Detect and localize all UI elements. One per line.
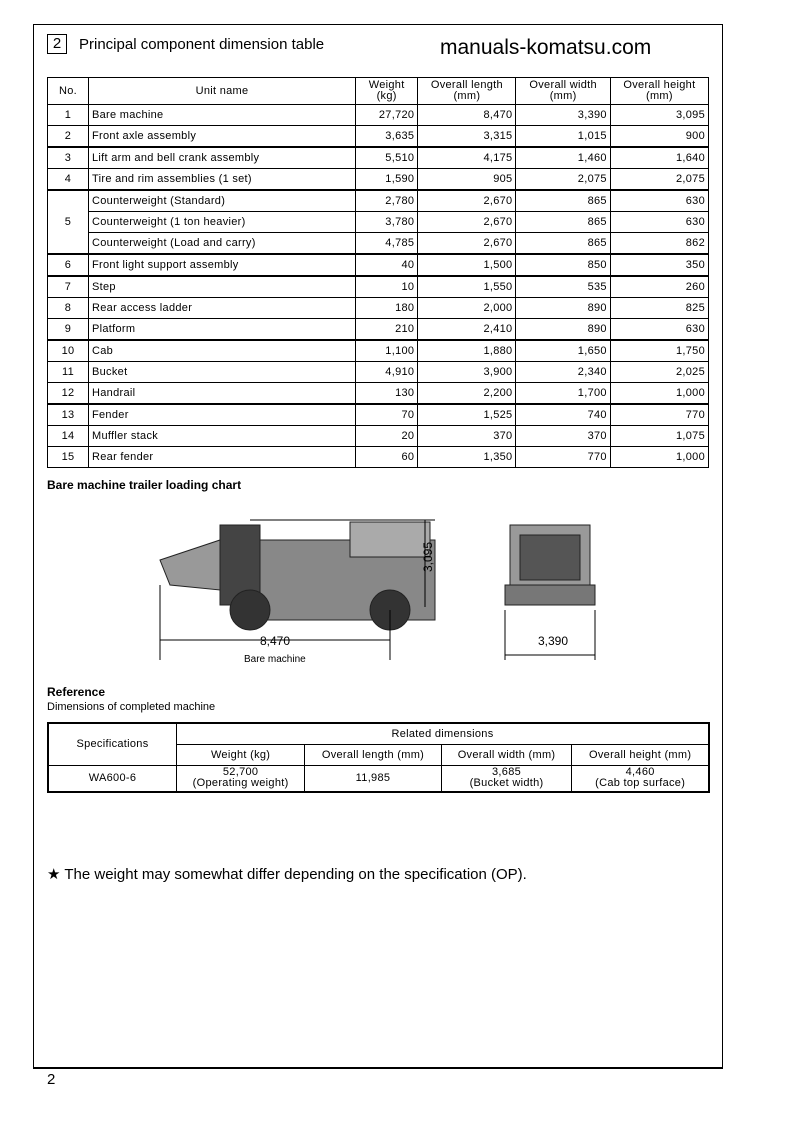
cell-wd: 865 bbox=[516, 233, 610, 255]
cell-l: 2,670 bbox=[418, 233, 516, 255]
cell-no: 7 bbox=[48, 276, 89, 298]
cell-no: 6 bbox=[48, 254, 89, 276]
ref-width-value: 3,685 bbox=[492, 766, 522, 779]
table-row bbox=[48, 447, 709, 468]
cell-wd: 370 bbox=[516, 426, 610, 447]
cell-unit-name: Front light support assembly bbox=[89, 254, 356, 276]
cell-l: 2,670 bbox=[418, 190, 516, 212]
cell-wd: 1,650 bbox=[516, 340, 610, 362]
cell-unit-name: Rear fender bbox=[89, 447, 356, 468]
cell-w: 1,590 bbox=[356, 169, 418, 191]
cell-wd: 850 bbox=[516, 254, 610, 276]
cell-unit-name: Lift arm and bell crank assembly bbox=[89, 147, 356, 169]
cell-no: 1 bbox=[48, 105, 89, 126]
cell-l: 1,880 bbox=[418, 340, 516, 362]
cell-no: 9 bbox=[48, 319, 89, 341]
ref-width bbox=[441, 766, 572, 792]
cell-wd: 2,340 bbox=[516, 362, 610, 383]
cell-wd: 770 bbox=[516, 447, 610, 468]
col-weight: Weight (kg) bbox=[356, 78, 418, 105]
related-header: Related dimensions bbox=[177, 723, 710, 745]
cell-wd: 1,015 bbox=[516, 126, 610, 148]
col-no: No. bbox=[48, 78, 89, 105]
reference-title: Reference bbox=[47, 685, 106, 699]
ref-weight-value: 52,700 bbox=[222, 766, 259, 779]
cell-w: 20 bbox=[356, 426, 418, 447]
cell-l: 370 bbox=[418, 426, 516, 447]
cell-w: 5,510 bbox=[356, 147, 418, 169]
table-row bbox=[48, 126, 709, 148]
cell-wd: 3,390 bbox=[516, 105, 610, 126]
ref-weight bbox=[177, 766, 305, 792]
cell-unit-name: Bare machine bbox=[89, 105, 356, 126]
cell-wd: 890 bbox=[516, 319, 610, 341]
cell-unit-name: Fender bbox=[89, 404, 356, 426]
ref-col-length: Overall length (mm) bbox=[305, 745, 442, 766]
cell-w: 3,780 bbox=[356, 212, 418, 233]
ref-height-note: (Cab top surface) bbox=[595, 777, 686, 790]
cell-wd: 2,075 bbox=[516, 169, 610, 191]
cell-no: 3 bbox=[48, 147, 89, 169]
watermark: manuals-komatsu.com bbox=[440, 36, 652, 59]
cell-w: 10 bbox=[356, 276, 418, 298]
cell-h: 3,095 bbox=[610, 105, 708, 126]
length-dimension: 8,470 bbox=[260, 634, 291, 648]
cell-unit-name: Rear access ladder bbox=[89, 298, 356, 319]
cell-no: 13 bbox=[48, 404, 89, 426]
ref-length: 11,985 bbox=[305, 766, 442, 792]
table-row bbox=[48, 147, 709, 169]
col-height: Overall height (mm) bbox=[610, 78, 708, 105]
width-dimension: 3,390 bbox=[538, 634, 569, 648]
cell-w: 130 bbox=[356, 383, 418, 405]
cell-no: 2 bbox=[48, 126, 89, 148]
side-view-machine bbox=[160, 522, 435, 630]
cell-w: 60 bbox=[356, 447, 418, 468]
cell-unit-name: Cab bbox=[89, 340, 356, 362]
ref-model: WA600-6 bbox=[48, 766, 177, 792]
table-row bbox=[48, 298, 709, 319]
star-icon: ★ bbox=[47, 866, 61, 883]
cell-w: 210 bbox=[356, 319, 418, 341]
table-row bbox=[48, 190, 709, 212]
cell-h: 1,000 bbox=[610, 383, 708, 405]
cell-unit-name: Handrail bbox=[89, 383, 356, 405]
cell-no: 12 bbox=[48, 383, 89, 405]
cell-h: 1,075 bbox=[610, 426, 708, 447]
cell-w: 1,100 bbox=[356, 340, 418, 362]
cell-no: 4 bbox=[48, 169, 89, 191]
cell-wd: 865 bbox=[516, 190, 610, 212]
col-unit-name: Unit name bbox=[89, 78, 356, 105]
weight-note bbox=[47, 865, 527, 883]
cell-l: 1,550 bbox=[418, 276, 516, 298]
cell-w: 3,635 bbox=[356, 126, 418, 148]
table-row bbox=[48, 212, 709, 233]
cell-h: 630 bbox=[610, 319, 708, 341]
cell-w: 4,910 bbox=[356, 362, 418, 383]
cell-h: 1,000 bbox=[610, 447, 708, 468]
reference-subtitle: Dimensions of completed machine bbox=[47, 701, 216, 713]
cell-l: 4,175 bbox=[418, 147, 516, 169]
cell-h: 900 bbox=[610, 126, 708, 148]
spec-header: Specifications bbox=[48, 723, 177, 766]
height-dimension: 3,095 bbox=[421, 541, 436, 573]
table-row bbox=[48, 340, 709, 362]
cell-no: 14 bbox=[48, 426, 89, 447]
cell-w: 180 bbox=[356, 298, 418, 319]
table-row bbox=[48, 362, 709, 383]
cell-h: 350 bbox=[610, 254, 708, 276]
cell-wd: 890 bbox=[516, 298, 610, 319]
drawing-caption: Bare machine bbox=[244, 654, 306, 665]
ref-width-note: (Bucket width) bbox=[469, 777, 544, 790]
cell-unit-name: Muffler stack bbox=[89, 426, 356, 447]
cell-unit-name: Tire and rim assemblies (1 set) bbox=[89, 169, 356, 191]
cell-wd: 535 bbox=[516, 276, 610, 298]
note-text: The weight may somewhat differ depending on the specification (OP). bbox=[64, 866, 527, 883]
cell-h: 2,075 bbox=[610, 169, 708, 191]
cell-w: 27,720 bbox=[356, 105, 418, 126]
cell-wd: 865 bbox=[516, 212, 610, 233]
cell-l: 2,200 bbox=[418, 383, 516, 405]
cell-h: 1,750 bbox=[610, 340, 708, 362]
reference-table bbox=[47, 722, 710, 793]
cell-h: 630 bbox=[610, 212, 708, 233]
page-number: 2 bbox=[47, 1071, 56, 1088]
chart-heading: Bare machine trailer loading chart bbox=[47, 478, 242, 492]
cell-l: 3,315 bbox=[418, 126, 516, 148]
ref-col-height: Overall height (mm) bbox=[572, 745, 709, 766]
cell-h: 260 bbox=[610, 276, 708, 298]
ref-col-weight: Weight (kg) bbox=[177, 745, 305, 766]
cell-no: 15 bbox=[48, 447, 89, 468]
table-row bbox=[48, 319, 709, 341]
cell-h: 630 bbox=[610, 190, 708, 212]
cell-l: 3,900 bbox=[418, 362, 516, 383]
cell-h: 825 bbox=[610, 298, 708, 319]
table-row bbox=[48, 404, 709, 426]
cell-h: 2,025 bbox=[610, 362, 708, 383]
component-dimension-table bbox=[47, 77, 709, 468]
cell-l: 1,500 bbox=[418, 254, 516, 276]
table-row bbox=[48, 426, 709, 447]
cell-unit-name: Platform bbox=[89, 319, 356, 341]
cell-no: 11 bbox=[48, 362, 89, 383]
cell-unit-name: Counterweight (1 ton heavier) bbox=[89, 212, 356, 233]
cell-no: 5 bbox=[48, 190, 89, 254]
cell-l: 2,410 bbox=[418, 319, 516, 341]
cell-unit-name: Step bbox=[89, 276, 356, 298]
cell-w: 2,780 bbox=[356, 190, 418, 212]
cell-wd: 740 bbox=[516, 404, 610, 426]
cell-no: 10 bbox=[48, 340, 89, 362]
ref-height bbox=[572, 766, 709, 792]
cell-w: 40 bbox=[356, 254, 418, 276]
cell-unit-name: Front axle assembly bbox=[89, 126, 356, 148]
table-row bbox=[48, 383, 709, 405]
col-length: Overall length (mm) bbox=[418, 78, 516, 105]
cell-no: 8 bbox=[48, 298, 89, 319]
cell-l: 1,525 bbox=[418, 404, 516, 426]
cell-l: 2,000 bbox=[418, 298, 516, 319]
cell-l: 1,350 bbox=[418, 447, 516, 468]
cell-w: 4,785 bbox=[356, 233, 418, 255]
section-title: Principal component dimension table bbox=[79, 35, 325, 53]
cell-h: 862 bbox=[610, 233, 708, 255]
table-row bbox=[48, 276, 709, 298]
cell-unit-name: Counterweight (Standard) bbox=[89, 190, 356, 212]
cell-h: 770 bbox=[610, 404, 708, 426]
cell-l: 905 bbox=[418, 169, 516, 191]
section-number: 2 bbox=[47, 34, 67, 54]
table-row bbox=[48, 169, 709, 191]
cell-unit-name: Counterweight (Load and carry) bbox=[89, 233, 356, 255]
table-row bbox=[48, 105, 709, 126]
cell-wd: 1,460 bbox=[516, 147, 610, 169]
cell-unit-name: Bucket bbox=[89, 362, 356, 383]
front-view-machine bbox=[505, 525, 595, 605]
ref-col-width: Overall width (mm) bbox=[441, 745, 572, 766]
ref-weight-note: (Operating weight) bbox=[192, 777, 289, 790]
cell-l: 2,670 bbox=[418, 212, 516, 233]
col-width: Overall width (mm) bbox=[516, 78, 610, 105]
cell-h: 1,640 bbox=[610, 147, 708, 169]
cell-l: 8,470 bbox=[418, 105, 516, 126]
cell-w: 70 bbox=[356, 404, 418, 426]
section-heading bbox=[47, 34, 324, 54]
table-row bbox=[48, 233, 709, 255]
cell-wd: 1,700 bbox=[516, 383, 610, 405]
table-row bbox=[48, 254, 709, 276]
ref-height-value: 4,460 bbox=[625, 766, 655, 779]
